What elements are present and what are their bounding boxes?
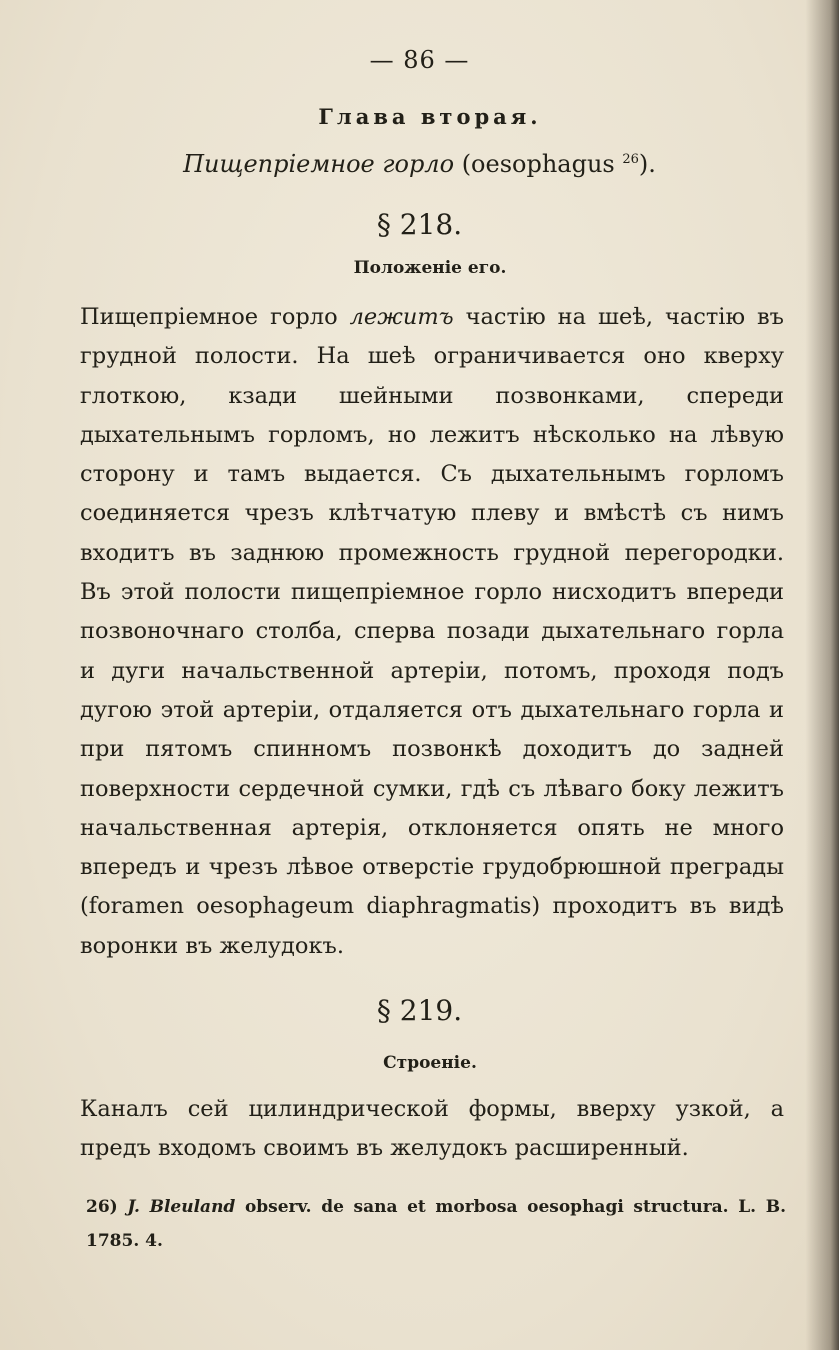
section-title: Положеніе его. (353, 258, 507, 278)
paragraph-text: Пищепріемное горло (80, 304, 350, 330)
paragraph-text: частію на шеѣ, частію въ грудной полости. На шеѣ ограничивается оно кверху глоткою, кзади шейными позвонками, спереди дыхательнымъ горломъ, но лежитъ нѣсколько на лѣвую сторону и тамъ выдается. Съ дыхательнымъ горломъ соединяется чрезъ клѣтчатую плеву и вмѣстѣ съ нимъ входитъ въ заднюю промежность грудной перегородки. Въ этой полости пищепріемное горло нисходитъ впереди позвоночнаго столба, сперва позади дыхательнаго горла и дуги начальственной артеріи, потомъ, проходя подъ дугою этой артеріи, отдаляется отъ дыхательнаго горла и при пятомъ спинномъ позвонкѣ доходитъ до задней поверхности сердечной сумки, гдѣ съ лѣваго боку лежитъ начальственная артерія, отклоняется опять не много впередъ и чрезъ лѣвое отверстіе грудобрюшной преграды (foramen oesophageum diaphragmatis) проходитъ въ видѣ воронки въ желудокъ. (80, 304, 784, 959)
footnote-author: J. Bleuland (127, 1197, 236, 1217)
section-number: § 218. (376, 208, 463, 241)
page-number: — 86 — (369, 46, 470, 74)
subject-title: Пищепріемное горло (183, 150, 455, 178)
footnote (86, 1190, 786, 1258)
subject-latin: (oesophagus (461, 150, 615, 178)
paragraph-emphasis: лежитъ (349, 304, 454, 330)
chapter-heading: Глава вторая. (318, 104, 542, 129)
section-paragraph (80, 298, 784, 966)
section-title: Строеніе. (383, 1053, 477, 1073)
footnote-mark: 26) (86, 1197, 118, 1217)
footnote-text: observ. de sana et morbosa oesophagi structura. L. B. 1785. 4. (86, 1197, 786, 1251)
section-paragraph (80, 1090, 784, 1169)
footnote-reference: 26 (622, 152, 639, 167)
subject-close: ). (638, 150, 656, 178)
section-number: § 219. (376, 994, 463, 1027)
paragraph-text: Каналъ сей цилиндрической формы, вверху узкой, а предъ входомъ своимъ въ желудокъ расширенный. (80, 1096, 784, 1162)
chapter-subject (0, 150, 839, 178)
